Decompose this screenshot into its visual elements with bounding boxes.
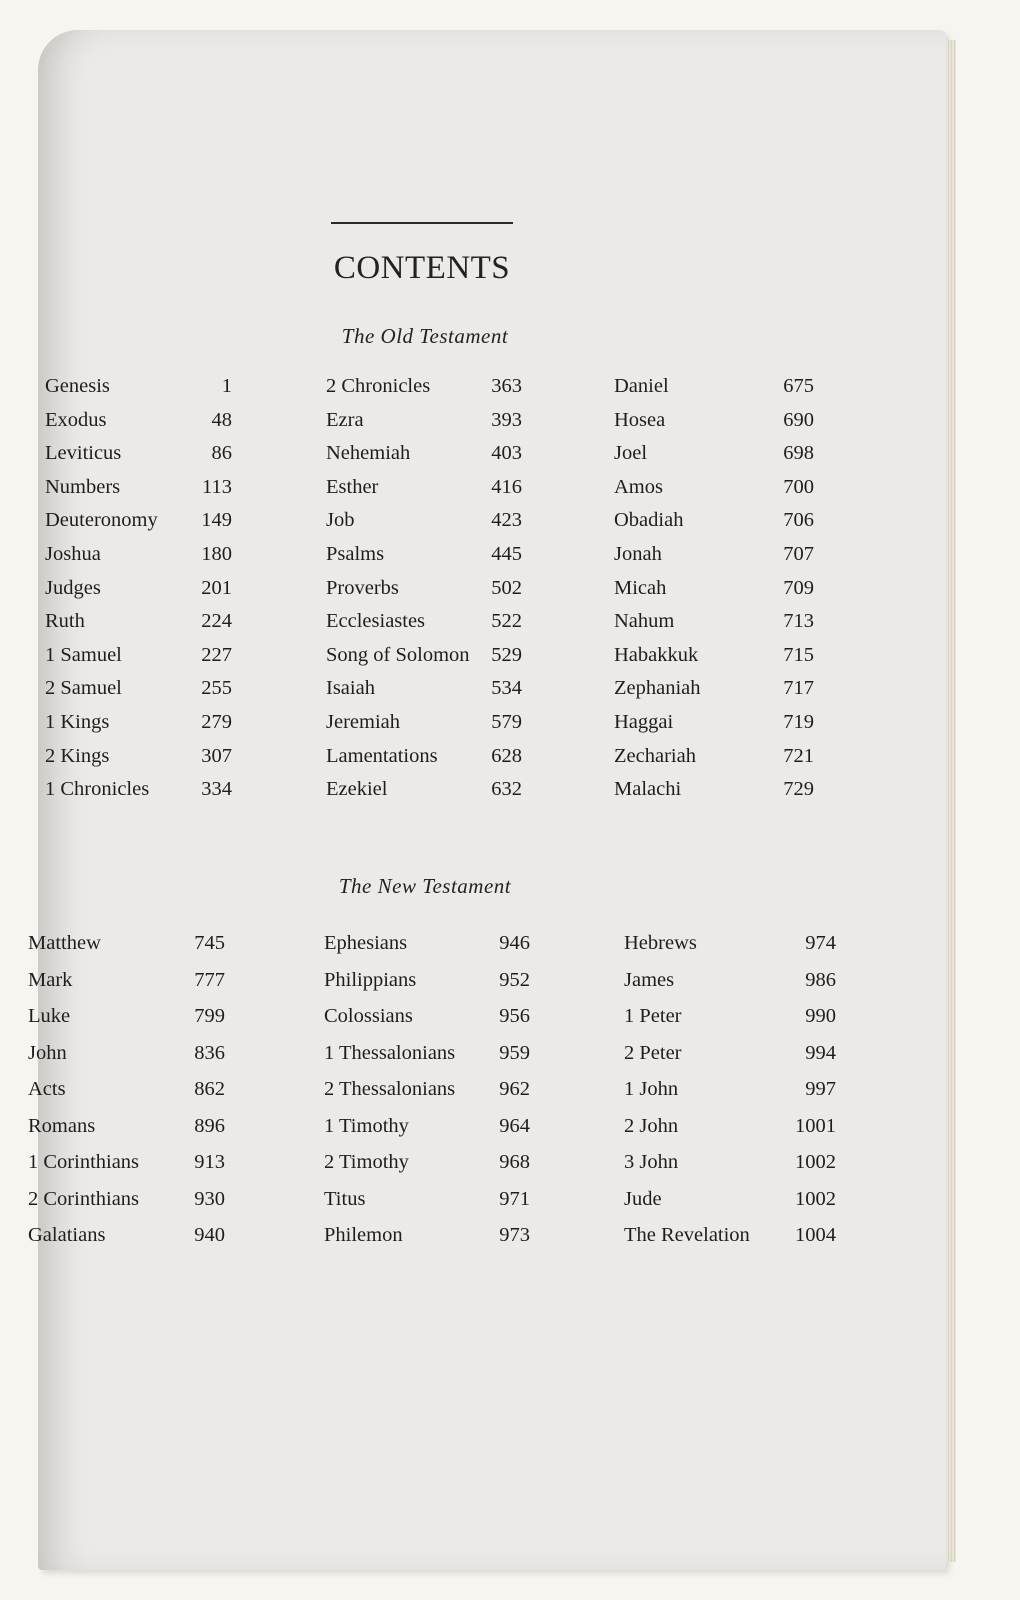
contents-entry [624,1144,836,1181]
contents-entry [45,437,232,471]
book-name: Colossians [324,1005,413,1027]
page-number: 986 [805,968,836,991]
contents-entry [614,639,814,673]
book-name: 2 Peter [624,1041,682,1064]
contents-entry [624,998,836,1035]
page-number: 403 [491,442,522,465]
page-number: 896 [194,1114,225,1137]
page-number: 973 [499,1224,530,1246]
page-number: 836 [194,1041,225,1064]
contents-entry [324,962,530,999]
page-number: 632 [491,778,522,801]
contents-entry [45,404,232,438]
book-name: Jeremiah [326,710,400,733]
book-name: Ephesians [324,932,408,954]
contents-entry [326,672,522,706]
book-name: Nahum [614,610,675,633]
page-number: 529 [491,643,522,666]
contents-entry [28,1217,225,1254]
contents-entry [45,605,232,639]
contents-entry [624,925,836,962]
book-name: Ecclesiastes [326,610,426,633]
book-name: Daniel [614,375,669,397]
page-number: 709 [783,576,814,599]
book-name: Ruth [45,610,85,633]
book-name: The Revelation [624,1224,750,1246]
page-number: 698 [783,442,814,465]
page-number: 334 [201,778,232,801]
contents-entry [624,1217,836,1254]
book-name: Hebrews [624,932,697,954]
book-name: Habakkuk [614,643,699,666]
contents-entry [324,1144,530,1181]
book-name: Malachi [614,778,682,801]
book-name: 2 John [624,1114,679,1137]
page-number: 149 [201,509,232,532]
page-number: 227 [201,643,232,666]
book-name: 1 John [624,1078,679,1100]
page-number: 956 [499,1005,530,1027]
page-number: 968 [499,1151,530,1173]
book-name: 1 Chronicles [45,778,150,801]
contents-entry [326,404,522,438]
contents-entry [324,1217,530,1254]
page-number: 713 [783,610,814,633]
page-number: 363 [491,375,522,397]
page-number: 1 [221,375,232,397]
book-name: 2 Corinthians [28,1187,140,1210]
page-number: 964 [499,1114,530,1137]
page-number: 717 [783,677,814,700]
book-name: John [28,1041,67,1064]
page-number: 579 [491,710,522,733]
contents-entry [28,1181,225,1218]
page-number: 997 [805,1078,836,1100]
new-testament-column-1 [28,925,225,1254]
contents-entry [28,962,225,999]
page-number: 113 [202,475,232,498]
book-name: Song of Solomon [326,643,470,666]
page-number: 706 [783,509,814,532]
page-number: 990 [805,1005,836,1027]
page-edges [946,40,956,1562]
page-number: 307 [201,744,232,767]
book-name: Genesis [45,375,110,397]
contents-entry [614,404,814,438]
page-number: 962 [499,1078,530,1100]
contents-entry [614,773,814,807]
contents-entry [324,1071,530,1108]
contents-entry [45,639,232,673]
old-testament-column-2 [326,370,522,807]
book-name: Ezekiel [326,778,388,801]
contents-entry [324,925,530,962]
contents-entry [45,706,232,740]
contents-entry [45,572,232,606]
contents-entry [326,706,522,740]
contents-entry [624,1035,836,1072]
book-name: Obadiah [614,509,684,532]
contents-entry [614,706,814,740]
title-rule [331,222,513,224]
page-number: 721 [783,744,814,767]
page-number: 719 [783,710,814,733]
book-name: Galatians [28,1224,106,1246]
page-number: 940 [194,1224,225,1246]
contents-entry [45,471,232,505]
page-number: 952 [499,968,530,991]
book-name: Nehemiah [326,442,411,465]
contents-entry [324,1035,530,1072]
book-name: Isaiah [326,677,375,700]
book-name: 3 John [624,1151,679,1173]
page-title: CONTENTS [333,250,511,286]
book-name: 2 Chronicles [326,375,431,397]
book-name: 2 Kings [45,744,110,767]
page-number: 1004 [795,1224,836,1246]
contents-entry [614,572,814,606]
book-name: Lamentations [326,744,438,767]
page-number: 445 [491,542,522,565]
old-testament-heading: The Old Testament [341,324,509,348]
contents-entry [614,740,814,774]
page-number: 1002 [795,1151,836,1173]
contents-entry [326,572,522,606]
contents-entry [28,1071,225,1108]
contents-entry [326,504,522,538]
contents-entry [624,1181,836,1218]
new-testament-column-2 [324,925,530,1254]
page-number: 393 [491,408,522,431]
page-number: 224 [201,610,232,633]
contents-entry [326,605,522,639]
book-name: Judges [45,576,101,599]
book-name: Ezra [326,408,364,431]
book-name: Jude [624,1187,662,1210]
contents-entry [614,437,814,471]
book-name: Psalms [326,542,385,565]
page-number: 86 [211,442,232,465]
page-number: 707 [783,542,814,565]
contents-entry [614,672,814,706]
page-number: 971 [499,1187,530,1210]
old-testament-column-3 [614,370,814,807]
page-number: 930 [194,1187,225,1210]
contents-entry [614,538,814,572]
book-name: 2 Timothy [324,1151,409,1173]
book-name: Proverbs [326,576,399,599]
book-name: Matthew [28,932,101,954]
book-name: 1 Kings [45,710,110,733]
contents-entry [624,1071,836,1108]
book-name: Numbers [45,475,121,498]
contents-entry [326,639,522,673]
book-name: 1 Corinthians [28,1151,140,1173]
book-name: Zephaniah [614,677,701,700]
contents-entry [614,471,814,505]
book-name: Philippians [324,968,417,991]
contents-entry [614,605,814,639]
page-number: 675 [783,375,814,397]
book-name: Micah [614,576,667,599]
new-testament-column-3 [624,925,836,1254]
book-name: Job [326,509,355,532]
book-name: Mark [28,968,73,991]
page-number: 913 [194,1151,225,1173]
page-number: 522 [491,610,522,633]
page-number: 1001 [795,1114,836,1137]
book-name: Haggai [614,710,674,733]
contents-entry [28,1144,225,1181]
contents-entry [28,1108,225,1145]
book-name: Deuteronomy [45,509,158,532]
page-number: 946 [499,932,530,954]
book-name: Esther [326,475,379,498]
page-number: 700 [783,475,814,498]
book-name: Jonah [614,542,662,565]
contents-entry [324,998,530,1035]
page-number: 745 [194,932,225,954]
book-name: 1 Samuel [45,643,122,666]
contents-entry [326,740,522,774]
book-name: Romans [28,1114,96,1137]
contents-entry [614,370,814,404]
book-name: Luke [28,1005,71,1027]
contents-entry [45,538,232,572]
old-testament-column-1 [45,370,232,807]
book-name: Exodus [45,408,107,431]
book-name: Amos [614,475,663,498]
page-number: 959 [499,1041,530,1064]
book-name: Philemon [324,1224,403,1246]
contents-entry [45,740,232,774]
new-testament-heading: The New Testament [338,874,512,898]
book-name: Joel [614,442,648,465]
page-number: 502 [491,576,522,599]
contents-entry [326,370,522,404]
page-number: 862 [194,1078,225,1100]
page-number: 994 [805,1041,836,1064]
page-number: 1002 [795,1187,836,1210]
page-number: 48 [211,408,232,431]
page-number: 180 [201,542,232,565]
book-name: 1 Timothy [324,1114,409,1137]
book-name: 1 Peter [624,1005,682,1027]
page-number: 534 [491,677,522,700]
book-name: Hosea [614,408,666,431]
book-name: Leviticus [45,442,122,465]
contents-entry [28,1035,225,1072]
contents-entry [326,437,522,471]
contents-entry [326,471,522,505]
contents-entry [324,1181,530,1218]
book-name: 2 Thessalonians [324,1078,456,1100]
book-name: Titus [324,1187,366,1210]
book-name: James [624,968,675,991]
contents-entry [28,925,225,962]
page-number: 255 [201,677,232,700]
page-number: 201 [201,576,232,599]
page-number: 974 [805,932,836,954]
page-number: 628 [491,744,522,767]
contents-entry [28,998,225,1035]
page-number: 279 [201,710,232,733]
contents-entry [324,1108,530,1145]
contents-entry [45,504,232,538]
page-number: 690 [783,408,814,431]
contents-entry [45,773,232,807]
book-name: 1 Thessalonians [324,1041,456,1064]
page-number: 715 [783,643,814,666]
contents-entry [326,538,522,572]
page-number: 423 [491,509,522,532]
contents-entry [326,773,522,807]
page-number: 799 [194,1005,225,1027]
page-number: 729 [783,778,814,801]
book-name: Zechariah [614,744,696,767]
contents-entry [624,1108,836,1145]
page-number: 777 [194,968,225,991]
page-number: 416 [491,475,522,498]
contents-entry [45,370,232,404]
book-name: Joshua [45,542,101,565]
book-name: 2 Samuel [45,677,122,700]
contents-entry [45,672,232,706]
contents-entry [624,962,836,999]
contents-entry [614,504,814,538]
book-name: Acts [28,1078,66,1100]
